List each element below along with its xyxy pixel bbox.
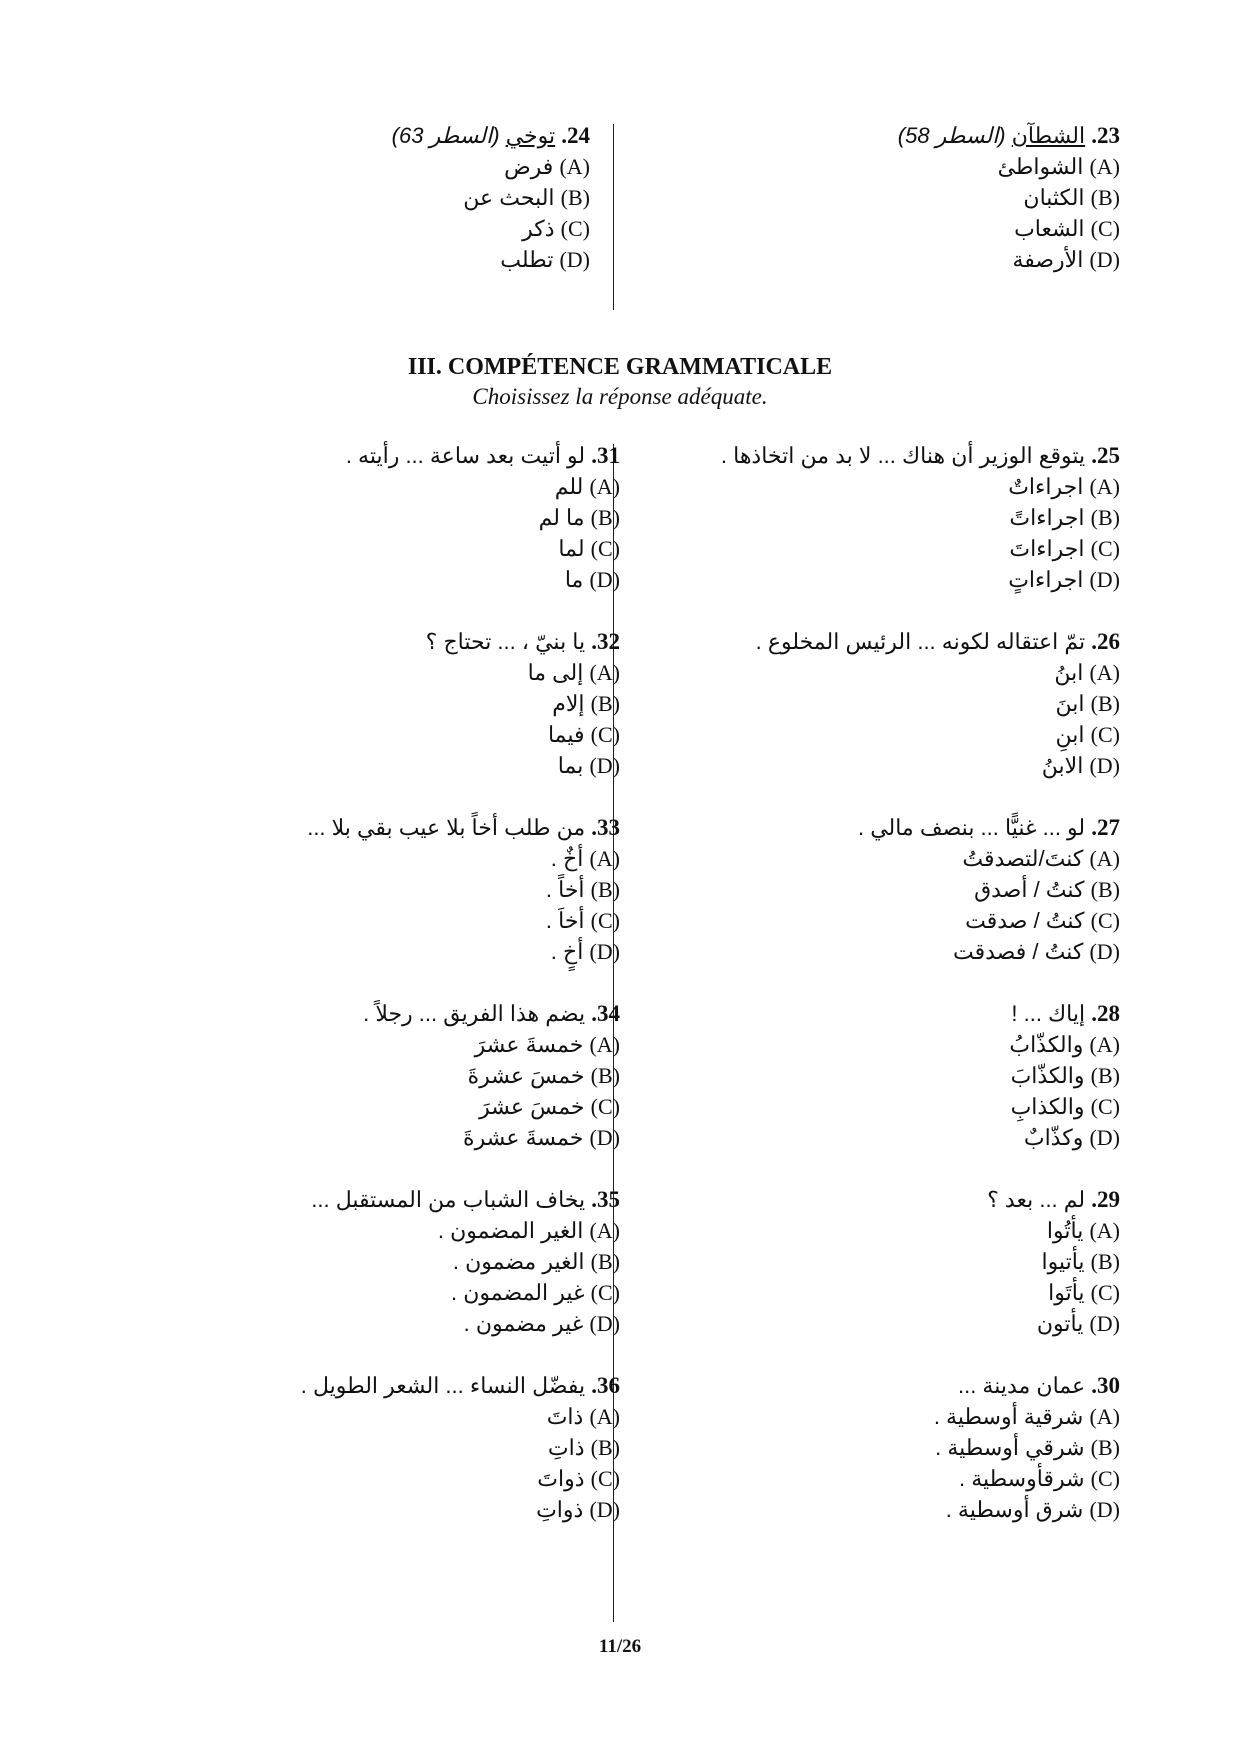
option-label: (C) — [1090, 216, 1120, 241]
question — [640, 812, 1120, 967]
option-text: يأتُوا — [1046, 1218, 1084, 1243]
option-text: خمسَ عشرةَ — [467, 1063, 585, 1088]
option-text: اجراءاتً — [1009, 505, 1085, 530]
left-question-column — [150, 440, 620, 1556]
target-word: الشطآن — [1011, 123, 1086, 148]
option — [150, 1401, 620, 1432]
option — [640, 1060, 1120, 1091]
option — [640, 151, 1120, 182]
option-text: ابنُ — [1054, 660, 1084, 685]
option — [150, 905, 620, 936]
option — [150, 1494, 620, 1525]
option-label: (B) — [590, 877, 620, 902]
question — [640, 1184, 1120, 1339]
option-label: (A) — [589, 1032, 620, 1057]
option-text: أخاً . — [545, 877, 585, 902]
column-divider-top — [613, 124, 614, 310]
option-text: كنتُ / أصدق — [974, 877, 1085, 902]
option — [150, 1215, 620, 1246]
option — [640, 1308, 1120, 1339]
question-text: من طلب أخاً بلا عيب بقي بلا ... — [307, 815, 586, 840]
option-label: (D) — [589, 1125, 620, 1150]
page-number: 11/26 — [598, 1636, 642, 1657]
option-text: إلام — [552, 691, 585, 716]
option-label: (B) — [1090, 877, 1120, 902]
question-text: يخاف الشباب من المستقبل ... — [311, 1187, 586, 1212]
option-label: (D) — [1089, 567, 1120, 592]
option-label: (C) — [590, 1466, 620, 1491]
option-label: (C) — [590, 908, 620, 933]
option-text: شرق أوسطية . — [945, 1497, 1084, 1522]
question-number: 24. — [561, 123, 590, 148]
option-text: الكثبان — [1023, 185, 1085, 210]
question — [640, 626, 1120, 781]
option-label: (D) — [1089, 247, 1120, 272]
option — [150, 244, 590, 275]
option-label: (A) — [1089, 474, 1120, 499]
option — [640, 1215, 1120, 1246]
section-instruction: Choisissez la réponse adéquate. — [472, 384, 768, 409]
option-text: والكذّابَ — [1010, 1063, 1085, 1088]
option-text: الغير المضمون . — [437, 1218, 584, 1243]
option — [150, 1277, 620, 1308]
option-text: ذواتَ — [537, 1466, 585, 1491]
option — [640, 1122, 1120, 1153]
question-number: 26. — [1091, 629, 1120, 654]
line-reference: (السطر 63) — [391, 123, 500, 148]
question-number: 36. — [591, 1373, 620, 1398]
question — [150, 812, 620, 967]
option-label: (B) — [1090, 505, 1120, 530]
option-text: يأتيوا — [1041, 1249, 1085, 1274]
right-question-column — [640, 440, 1120, 1556]
option-label: (C) — [590, 1094, 620, 1119]
section-heading — [0, 352, 1240, 411]
option-label: (A) — [589, 846, 620, 871]
question-number: 29. — [1091, 1187, 1120, 1212]
option — [150, 533, 620, 564]
question-23 — [640, 120, 1120, 275]
question — [640, 1370, 1120, 1525]
option-label: (A) — [1089, 1032, 1120, 1057]
option — [640, 1091, 1120, 1122]
question-text: لو ... غنيًّا ... بنصف مالي . — [857, 815, 1086, 840]
option-text: اجراءاتَ — [1009, 536, 1085, 561]
option-text: إلى ما — [527, 660, 584, 685]
option — [150, 502, 620, 533]
option-text: الابنُ — [1041, 753, 1084, 778]
option-label: (D) — [1089, 939, 1120, 964]
option-label: (C) — [1090, 536, 1120, 561]
option-label: (D) — [1089, 1497, 1120, 1522]
option — [640, 244, 1120, 275]
option-label: (C) — [590, 536, 620, 561]
question-stem — [640, 120, 1120, 151]
option-text: أخاَ . — [545, 908, 585, 933]
option — [150, 936, 620, 967]
option-text: ذكر — [522, 216, 555, 241]
question-24 — [150, 120, 590, 275]
question-stem — [150, 440, 620, 471]
option-label: (B) — [1090, 1249, 1120, 1274]
option — [150, 564, 620, 595]
option-label: (A) — [589, 1218, 620, 1243]
option — [150, 874, 620, 905]
question-text: يا بنيّ ، ... تحتاج ؟ — [425, 629, 586, 654]
option — [150, 688, 620, 719]
line-reference: (السطر 58) — [897, 123, 1006, 148]
option-label: (B) — [590, 505, 620, 530]
option-label: (B) — [560, 185, 590, 210]
option-text: اجراءاتٌ — [1008, 474, 1084, 499]
question-stem — [640, 440, 1120, 471]
option — [640, 657, 1120, 688]
question-stem — [150, 1184, 620, 1215]
option — [150, 657, 620, 688]
option — [640, 1494, 1120, 1525]
question-text: إياك ... ! — [1011, 1001, 1086, 1026]
option-text: ما — [564, 567, 584, 592]
option — [150, 151, 590, 182]
option-text: يأتون — [1036, 1311, 1084, 1336]
option — [640, 936, 1120, 967]
option — [640, 843, 1120, 874]
option-label: (C) — [1090, 908, 1120, 933]
question-text: يتوقع الوزير أن هناك ... لا بد من اتخاذها . — [720, 443, 1086, 468]
question-number: 30. — [1091, 1373, 1120, 1398]
option-label: (A) — [589, 1404, 620, 1429]
option-label: (B) — [1090, 1063, 1120, 1088]
question-stem — [150, 812, 620, 843]
option — [150, 213, 590, 244]
option — [640, 182, 1120, 213]
question-stem — [640, 998, 1120, 1029]
option — [640, 750, 1120, 781]
question-text: لم ... بعد ؟ — [987, 1187, 1086, 1212]
option-label: (D) — [589, 1311, 620, 1336]
option-text: بما — [557, 753, 584, 778]
question-text: يفضّل النساء ... الشعر الطويل . — [300, 1373, 586, 1398]
option-text: ابنِ — [1055, 722, 1085, 747]
target-word: توخي — [505, 123, 556, 148]
option-text: أخٍ . — [550, 939, 584, 964]
option-text: للم — [554, 474, 584, 499]
option — [150, 750, 620, 781]
question — [150, 626, 620, 781]
option-label: (C) — [590, 722, 620, 747]
option-label: (D) — [589, 939, 620, 964]
option-text: لما — [558, 536, 585, 561]
option-text: والكذّابُ — [1009, 1032, 1084, 1057]
option-label: (A) — [1089, 154, 1120, 179]
question — [150, 1370, 620, 1525]
option-label: (C) — [1090, 1466, 1120, 1491]
option-text: خمسَ عشرَ — [479, 1094, 585, 1119]
option-label: (A) — [1089, 1218, 1120, 1243]
option-text: الغير مضمون . — [452, 1249, 585, 1274]
option-label: (D) — [589, 753, 620, 778]
option-label: (B) — [590, 691, 620, 716]
option-text: كنتُ / صدقت — [965, 908, 1085, 933]
option-label: (A) — [1089, 660, 1120, 685]
option — [150, 843, 620, 874]
option-label: (C) — [1090, 1280, 1120, 1305]
option-text: خمسةَ عشرةَ — [463, 1125, 584, 1150]
option-label: (D) — [1089, 1311, 1120, 1336]
option-text: فيما — [547, 722, 585, 747]
option-label: (A) — [559, 154, 590, 179]
option-text: شرقأوسطية . — [958, 1466, 1085, 1491]
option-text: كنتُ / فصدقت — [953, 939, 1084, 964]
option — [150, 1091, 620, 1122]
option — [150, 471, 620, 502]
option — [150, 1246, 620, 1277]
option — [150, 1463, 620, 1494]
option — [640, 1029, 1120, 1060]
option-label: (C) — [560, 216, 590, 241]
option — [640, 471, 1120, 502]
option-label: (A) — [1089, 846, 1120, 871]
option-text: الشواطئ — [997, 154, 1084, 179]
option — [150, 1432, 620, 1463]
question-text: تمّ اعتقاله لكونه ... الرئيس المخلوع . — [755, 629, 1086, 654]
option-label: (A) — [589, 474, 620, 499]
option — [640, 1463, 1120, 1494]
option-label: (B) — [1090, 1435, 1120, 1460]
question-stem — [150, 120, 590, 151]
option-label: (D) — [559, 247, 590, 272]
option-text: ذاتَ — [546, 1404, 584, 1429]
option-text: البحث عن — [463, 185, 555, 210]
question — [150, 440, 620, 595]
option — [150, 1060, 620, 1091]
question-number: 23. — [1091, 123, 1120, 148]
option-text: فرض — [504, 154, 554, 179]
option-text: وكذّابٌ — [1023, 1125, 1084, 1150]
option — [640, 719, 1120, 750]
option — [640, 502, 1120, 533]
question — [150, 998, 620, 1153]
option-text: أخٌ . — [550, 846, 584, 871]
option-text: ما لم — [538, 505, 585, 530]
option-label: (B) — [590, 1249, 620, 1274]
question — [640, 998, 1120, 1153]
option — [150, 182, 590, 213]
option — [640, 905, 1120, 936]
question-stem — [150, 1370, 620, 1401]
option — [640, 874, 1120, 905]
option-text: شرقية أوسطية . — [933, 1404, 1084, 1429]
question-number: 31. — [591, 443, 620, 468]
option — [640, 1401, 1120, 1432]
option — [640, 688, 1120, 719]
option-text: شرقي أوسطية . — [935, 1435, 1085, 1460]
question-text: عمان مدينة ... — [957, 1373, 1086, 1398]
option — [150, 1308, 620, 1339]
option-label: (C) — [590, 1280, 620, 1305]
section-title: III. COMPÉTENCE GRAMMATICALE — [407, 354, 833, 380]
question-stem — [150, 998, 620, 1029]
question — [640, 440, 1120, 595]
question-number: 27. — [1091, 815, 1120, 840]
option — [640, 213, 1120, 244]
option-label: (D) — [589, 1497, 620, 1522]
option-label: (A) — [589, 660, 620, 685]
question-text: يضم هذا الفريق ... رجلاً . — [363, 1001, 586, 1026]
option-text: يأتَوا — [1048, 1280, 1085, 1305]
option-label: (D) — [1089, 753, 1120, 778]
option — [640, 1246, 1120, 1277]
question-stem — [640, 1370, 1120, 1401]
option-text: اجراءاتٍ — [1008, 567, 1084, 592]
option — [640, 1432, 1120, 1463]
question — [150, 1184, 620, 1339]
option — [640, 564, 1120, 595]
option-text: الأرصفة — [1012, 247, 1084, 272]
option-label: (D) — [1089, 1125, 1120, 1150]
question-number: 34. — [591, 1001, 620, 1026]
option-text: ذواتِ — [536, 1497, 584, 1522]
option-label: (B) — [590, 1435, 620, 1460]
option-text: غير المضمون . — [451, 1280, 585, 1305]
option-label: (A) — [1089, 1404, 1120, 1429]
option-text: غير مضمون . — [463, 1311, 584, 1336]
question-text: لو أتيت بعد ساعة ... رأيته . — [345, 443, 586, 468]
option-label: (C) — [1090, 722, 1120, 747]
option-text: خمسةَ عشرَ — [474, 1032, 584, 1057]
question-stem — [640, 626, 1120, 657]
option-text: كنتَ/لتصدقتُ — [962, 846, 1084, 871]
option-label: (B) — [1090, 691, 1120, 716]
question-number: 32. — [591, 629, 620, 654]
option — [150, 719, 620, 750]
option-text: ابنَ — [1055, 691, 1085, 716]
option-text: والكذابِ — [1010, 1094, 1085, 1119]
option-text: الشعاب — [1014, 216, 1085, 241]
question-number: 35. — [591, 1187, 620, 1212]
option-text: ذاتِ — [547, 1435, 585, 1460]
question-number: 33. — [591, 815, 620, 840]
option-label: (B) — [590, 1063, 620, 1088]
option-label: (C) — [1090, 1094, 1120, 1119]
option-label: (D) — [589, 567, 620, 592]
option — [150, 1122, 620, 1153]
option — [640, 533, 1120, 564]
question-stem — [640, 812, 1120, 843]
option — [640, 1277, 1120, 1308]
question-stem — [150, 626, 620, 657]
question-number: 25. — [1091, 443, 1120, 468]
option — [150, 1029, 620, 1060]
question-stem — [640, 1184, 1120, 1215]
question-number: 28. — [1091, 1001, 1120, 1026]
option-label: (B) — [1090, 185, 1120, 210]
option-text: تطلب — [500, 247, 554, 272]
